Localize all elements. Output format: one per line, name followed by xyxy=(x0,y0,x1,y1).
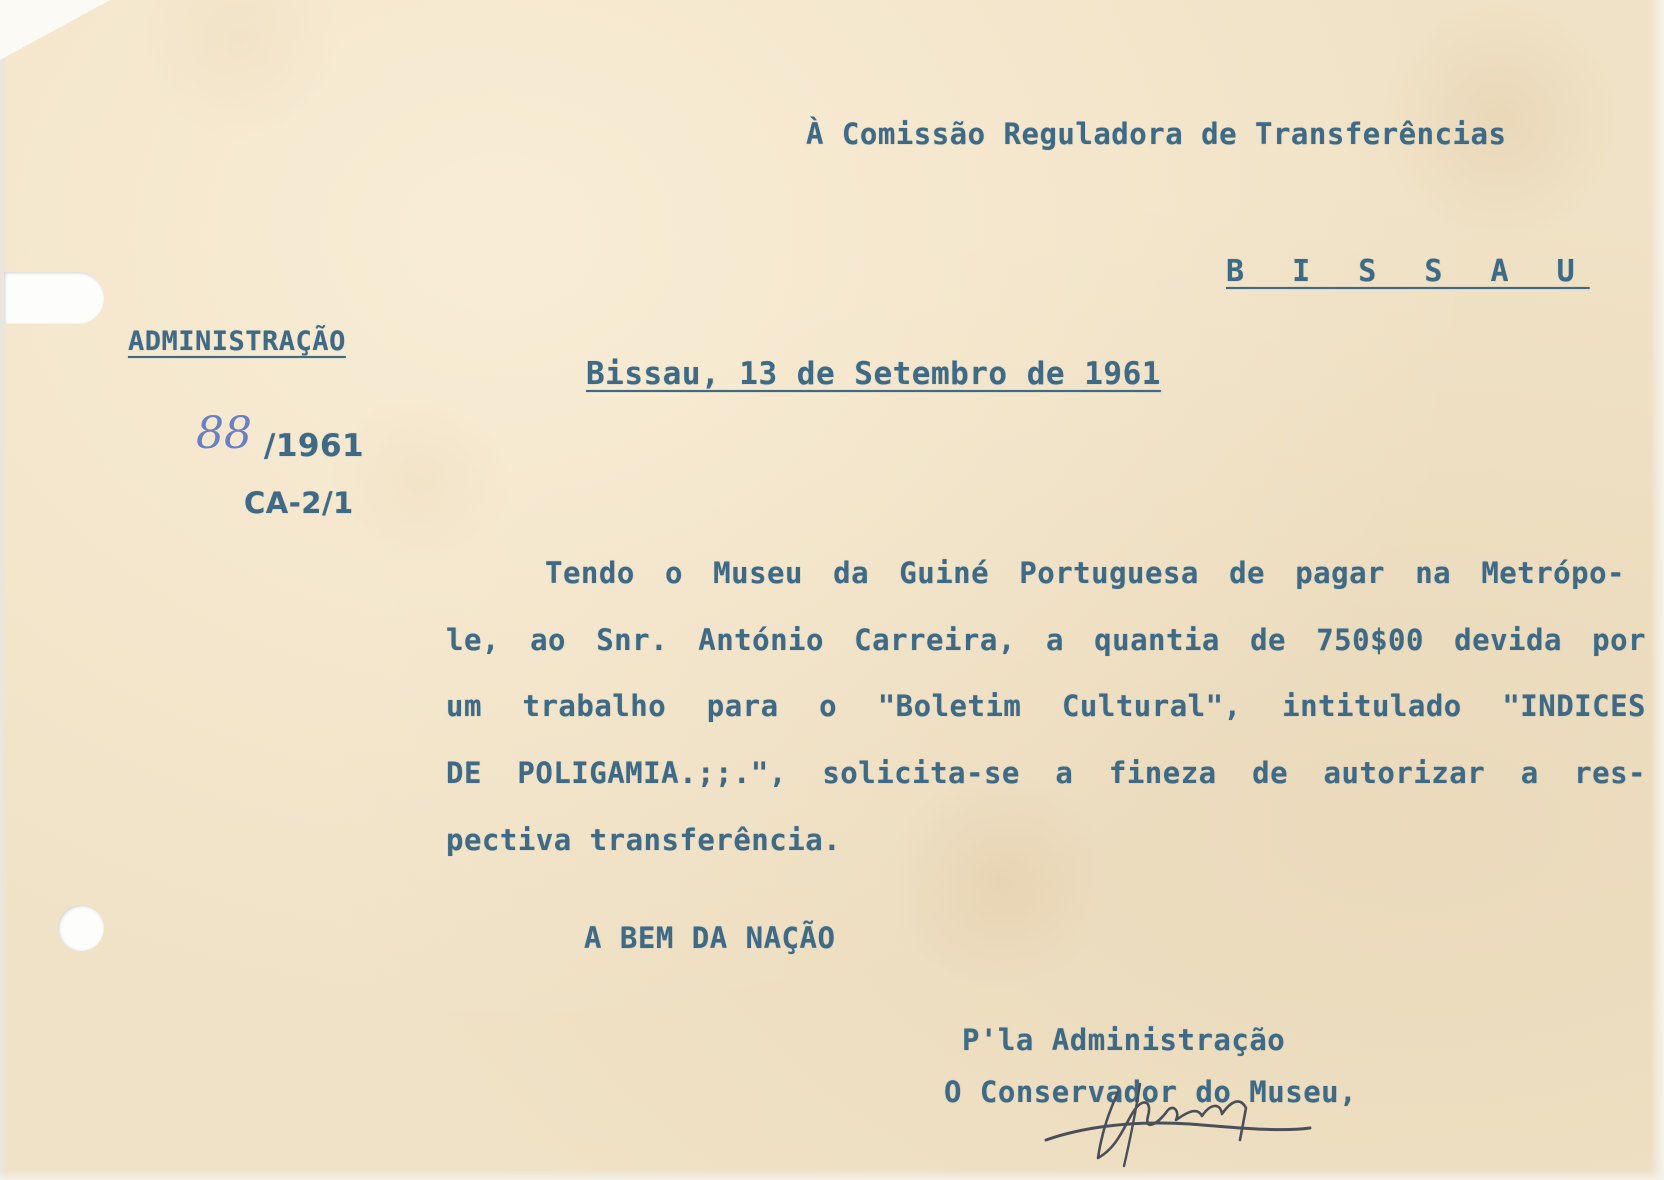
page-left-edge xyxy=(0,0,8,1180)
page-right-edge xyxy=(1650,0,1664,1180)
reference-year: /1961 xyxy=(264,428,365,464)
body-line-5: pectiva transferência. xyxy=(446,823,842,857)
torn-corner xyxy=(0,0,110,60)
punch-hole-top xyxy=(4,272,104,324)
date-line: Bissau, 13 de Setembro de 1961 xyxy=(586,356,1161,392)
handwritten-signature xyxy=(1040,1080,1320,1170)
department-heading: ADMINISTRAÇÃO xyxy=(128,326,346,357)
salutation: A BEM DA NAÇÃO xyxy=(584,921,836,955)
addressee-city: B I S S A U xyxy=(1226,254,1590,289)
body-line-2: le, ao Snr. António Carreira, a quantia de 750$00 devida por xyxy=(446,623,1646,657)
closing-line-1: P'la Administração xyxy=(962,1023,1286,1057)
signature-stroke-underline xyxy=(1046,1123,1310,1140)
body-line-4: DE POLIGAMIA.;;.", solicita-se a fineza de autorizar a res- xyxy=(446,756,1646,790)
body-line-3: um trabalho para o "Boletim Cultural", intitulado "INDICES xyxy=(446,689,1646,723)
reference-code: CA-2/1 xyxy=(244,486,354,520)
handwritten-reference-number: 88 xyxy=(196,408,252,459)
body-line-1: Tendo o Museu da Guiné Portuguesa de pagar na Metrópo- xyxy=(545,556,1625,590)
addressee-line: À Comissão Reguladora de Transferências xyxy=(806,117,1507,151)
closing-line-2: O Conservador do Museu, xyxy=(944,1075,1358,1109)
punch-hole-bottom xyxy=(58,905,104,951)
page-bottom-edge xyxy=(0,1170,1664,1180)
